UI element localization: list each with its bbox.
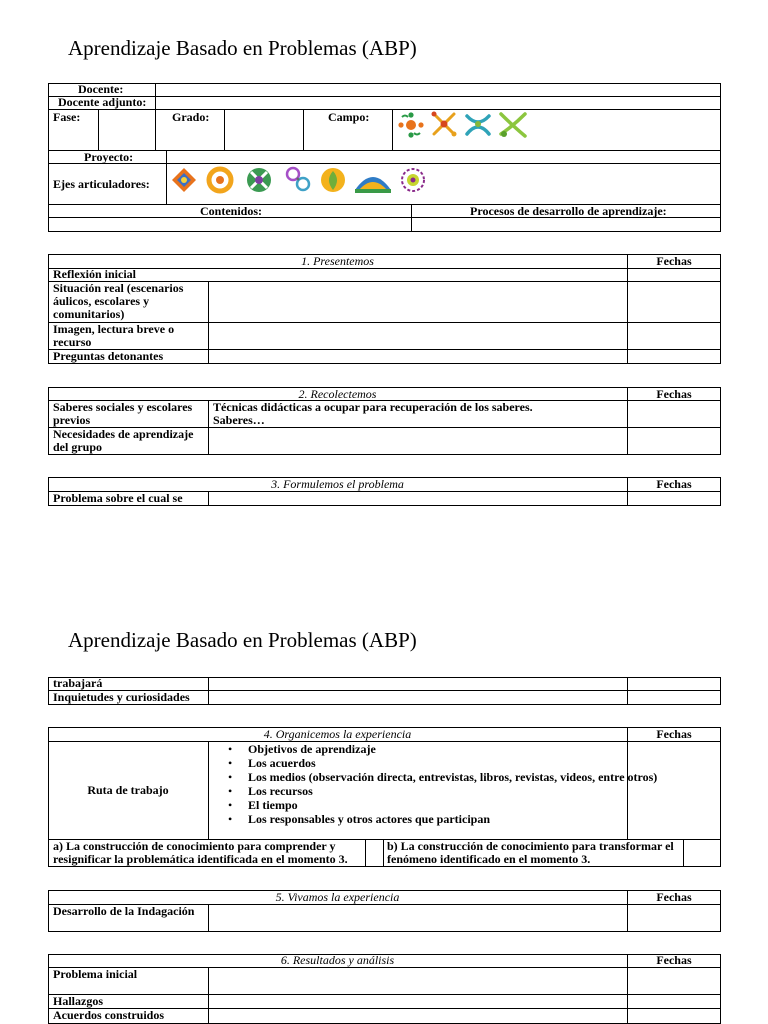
list-item: • Objetivos de aprendizaje — [248, 742, 663, 756]
fechas-header: Fechas — [656, 254, 692, 268]
contenidos-label: Contenidos: — [200, 204, 263, 218]
preguntas-label: Preguntas detonantes — [53, 349, 164, 363]
hallazgos-label: Hallazgos — [53, 994, 103, 1008]
interculturalidad-icon — [245, 166, 273, 194]
fechas-header: Fechas — [656, 890, 692, 904]
construccion-a-text: a) La construcción de conocimiento para comprender y resignificar la problemática identificada en el momento 3. — [53, 839, 348, 866]
section-5-title: 5. Vivamos la experiencia — [275, 890, 400, 904]
page-title: Aprendizaje Basado en Problemas (ABP) — [68, 36, 417, 60]
fase-label: Fase: — [53, 110, 81, 124]
section-3-title: 3. Formulemos el problema — [271, 477, 404, 491]
humano-icon — [496, 108, 530, 140]
list-item: • Los recursos — [248, 784, 663, 798]
section-1-title: 1. Presentemos — [301, 254, 374, 268]
ejes-label: Ejes articuladores: — [53, 177, 150, 191]
docente-adjunto-label: Docente adjunto: — [58, 95, 147, 109]
ruta-label: Ruta de trabajo — [87, 783, 169, 797]
proyecto-label: Proyecto: — [84, 150, 134, 164]
reflexion-label: Reflexión inicial — [53, 267, 136, 281]
lenguajes-icon — [396, 110, 426, 140]
page-title-2: Aprendizaje Basado en Problemas (ABP) — [68, 628, 417, 652]
problema-label: Problema sobre el cual se — [53, 491, 183, 505]
ruta-list — [208, 742, 663, 826]
procesos-label: Procesos de desarrollo de aprendizaje: — [470, 204, 667, 218]
inquietudes-label: Inquietudes y curiosidades — [53, 690, 190, 704]
section-4-title: 4. Organicemos la experiencia — [263, 727, 412, 741]
desarrollo-label: Desarrollo de la Indagación — [53, 904, 195, 918]
list-item: • Los acuerdos — [248, 756, 663, 770]
saberes-icon — [428, 108, 460, 140]
campo-label: Campo: — [328, 110, 370, 124]
artes-icon — [399, 166, 427, 194]
fechas-header: Fechas — [656, 727, 692, 741]
inclusion-icon — [170, 166, 198, 194]
docente-label: Docente: — [78, 82, 124, 96]
fechas-header: Fechas — [656, 477, 692, 491]
problema-inicial-label: Problema inicial — [53, 967, 138, 981]
saberes-dots-text: Saberes… — [213, 413, 265, 427]
imagen-label: Imagen, lectura breve o recurso — [53, 322, 175, 349]
pensamiento-critico-icon — [206, 166, 234, 194]
section-6-title: 6. Resultados y análisis — [280, 953, 395, 967]
construccion-b-text: b) La construcción de conocimiento para transformar el fenómeno identificado en el momento 3. — [387, 839, 674, 866]
list-item: • El tiempo — [248, 798, 663, 812]
grado-label: Grado: — [172, 110, 210, 124]
fechas-header: Fechas — [656, 953, 692, 967]
lectura-icon — [353, 168, 393, 194]
tecnicas-text: Técnicas didácticas a ocupar para recuperación de los saberes. — [213, 400, 533, 414]
situacion-label: Situación real (escenarios áulicos, escolares y comunitarios) — [53, 281, 184, 321]
etica-icon — [462, 108, 494, 140]
trabajara-label: trabajará — [53, 676, 103, 690]
vida-saludable-icon — [319, 166, 347, 194]
igualdad-genero-icon — [283, 164, 313, 194]
list-item: • Los medios (observación directa, entrevistas, libros, revistas, videos, entre otros) — [248, 770, 663, 784]
list-item: • Los responsables y otros actores que participan — [248, 812, 663, 826]
acuerdos-label: Acuerdos construidos — [53, 1008, 165, 1022]
saberes-label: Saberes sociales y escolares previos — [53, 400, 193, 427]
fechas-header: Fechas — [656, 387, 692, 401]
section-2-title: 2. Recolectemos — [298, 387, 377, 401]
necesidades-label: Necesidades de aprendizaje del grupo — [53, 427, 194, 454]
